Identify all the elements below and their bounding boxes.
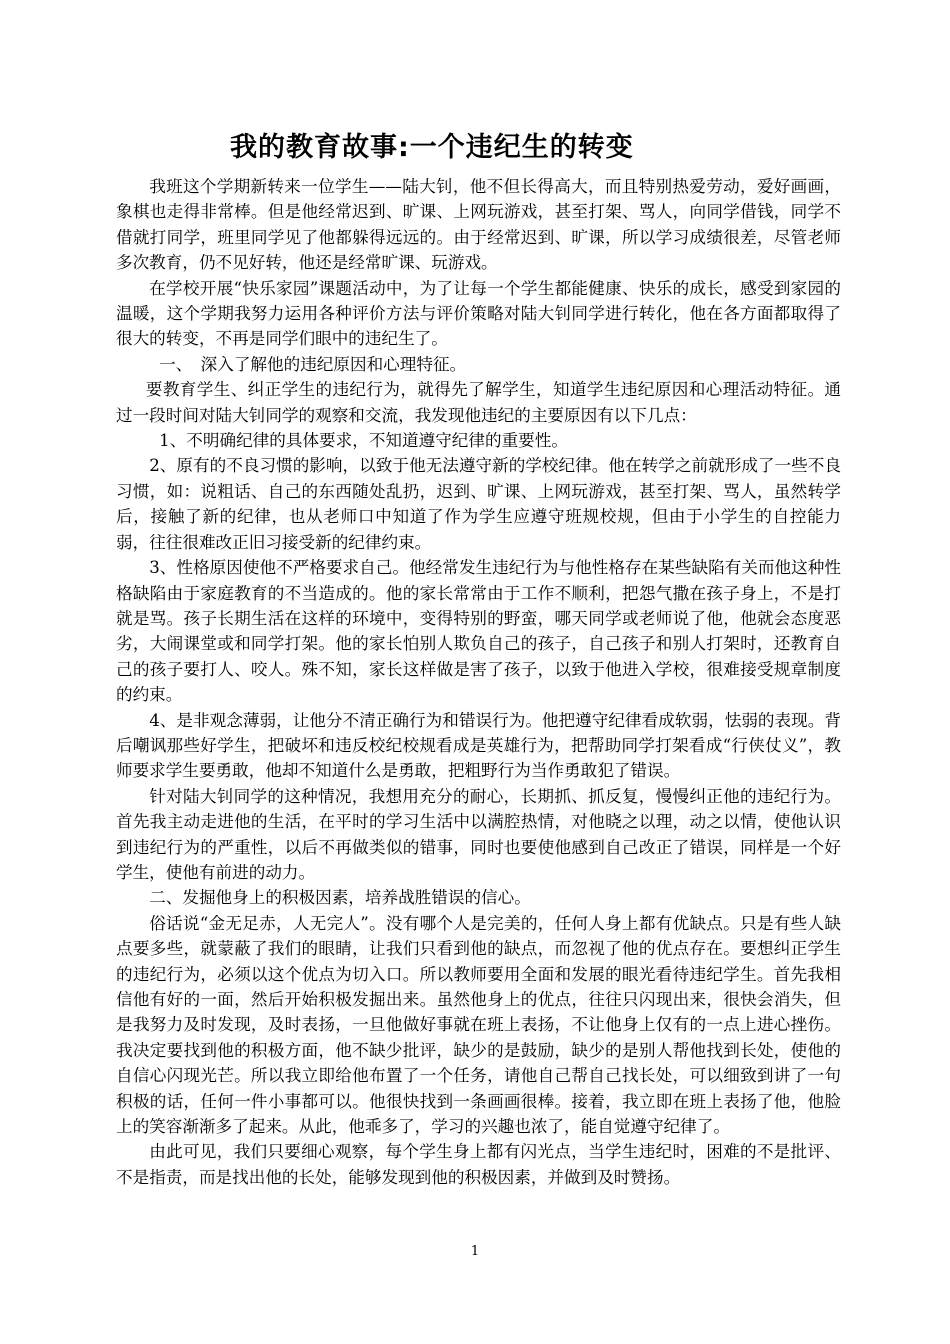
reason-item-3: 3、性格原因使他不严格要求自己。他经常发生违纪行为与他性格存在某些缺陷有关而他这种性格缺陷由于家庭教育的不当造成的。他的家长常常由于工作不顺利，把怨气撒在孩子身上，不是打就是骂。孩子长期生活在这样的环境中，变得特别的野蛮，哪天同学或老师说了他，他就会态度恶劣，大闹课堂或和同学打架。他的家长怕别人欺负自己的孩子，自己孩子和别人打架时，还教育自己的孩子要打人、咬人。殊不知，家长这样做是害了孩子，以致于他进入学校，很难接受规章制度的约束。 xyxy=(116,558,841,705)
reason-item-4: 4、是非观念薄弱，让他分不清正确行为和错误行为。他把遵守纪律看成软弱，怯弱的表现。背后嘲讽那些好学生，把破坏和违反校纪校规看成是英雄行为，把帮助同学打架看成“行侠仗义”，教师要求学生要勇敢，他却不知道什么是勇敢，把粗野行为当作勇敢犯了错误。 xyxy=(116,710,841,781)
reason-item-2: 2、原有的不良习惯的影响，以致于他无法遵守新的学校纪律。他在转学之前就形成了一些不良习惯，如：说粗话、自己的东西随处乱扔，迟到、旷课、上网玩游戏，甚至打架、骂人，虽然转学后，接触了新的纪律，也从老师口中知道了作为学生应遵守班规校规，但由于小学生的自控能力弱，往往很难改正旧习接受新的纪律约束。 xyxy=(116,456,841,552)
paragraph-conclusion: 由此可见，我们只要细心观察，每个学生身上都有闪光点，当学生违纪时，困难的不是批评、不是指责，而是找出他的长处，能够发现到他的积极因素，并做到及时赞扬。 xyxy=(116,1142,841,1187)
page-number: 1 xyxy=(470,1244,480,1259)
paragraph-strengths: 俗话说“金无足赤，人无完人”。没有哪个人是完美的，任何人身上都有优缺点。只是有些人缺点要多些，就蒙蔽了我们的眼睛，让我们只看到他的缺点，而忽视了他的优点存在。要想纠正学生的违纪行为，必须以这个优点为切入口。所以教师要用全面和发展的眼光看待违纪学生。首先我相信他有好的一面，然后开始积极发掘出来。虽然他身上的优点，往往只闪现出来，很快会消失，但是我努力及时发现，及时表扬，一旦他做好事就在班上表扬，不让他身上仅有的一点上进心挫伤。 我决定要找到他的积极方面，他不缺少批评，缺少的是鼓励，缺少的是别人帮他找到长处，使他的自信心闪现光芒。所以我立即给他布置了一个任务，请他自己帮自己找长处，可以细致到讲了一句积极的话，任何一件小事都可以。他很快找到一条画画很棒。接着，我立即在班上表扬了他，他脸上的笑容渐渐多了起来。从此，他乖多了，学习的兴趣也浓了，能自觉遵守纪律了。 xyxy=(116,913,841,1137)
paragraph-understand: 要教育学生、纠正学生的违纪行为，就得先了解学生，知道学生违纪原因和心理活动特征。通过一段时间对陆大钊同学的观察和交流，我发现他违纪的主要原因有以下几点： xyxy=(116,380,841,425)
page-title: 我的教育故事:一个违纪生的转变 xyxy=(230,132,634,163)
reason-item-1: 1、不明确纪律的具体要求，不知道遵守纪律的重要性。 xyxy=(159,431,568,451)
section-heading-2: 二、发掘他身上的积极因素，培养战胜错误的信心。 xyxy=(149,888,531,908)
paragraph-intro: 我班这个学期新转来一位学生——陆大钊，他不但长得高大，而且特别热爱劳动，爱好画画，象棋也走得非常棒。但是他经常迟到、旷课、上网玩游戏，甚至打架、骂人，向同学借钱，同学不借就打同学，班里同学见了他都躲得远远的。由于经常迟到、旷课，所以学习成绩很差，尽管老师多次教育，仍不见好转，他还是经常旷课、玩游戏。 xyxy=(116,177,841,273)
document-body xyxy=(116,174,841,1190)
paragraph-approach: 针对陆大钊同学的这种情况，我想用充分的耐心，长期抓、抓反复，慢慢纠正他的违纪行为。首先我主动走进他的生活，在平时的学习生活中以满腔热情，对他晓之以理，动之以情，使他认识到违纪行为的严重性，以后不再做类似的错事，同时也要使他感到自己改正了错误，同样是一个好学生，使他有前进的动力。 xyxy=(116,786,841,882)
paragraph-background: 在学校开展“快乐家园”课题活动中，为了让每一个学生都能健康、快乐的成长，感受到家园的温暖，这个学期我努力运用各种评价方法与评价策略对陆大钊同学进行转化，他在各方面都取得了很大的转变，不再是同学们眼中的违纪生了。 xyxy=(116,278,841,349)
section-heading-1: 一、 深入了解他的违纪原因和心理特征。 xyxy=(159,354,467,374)
